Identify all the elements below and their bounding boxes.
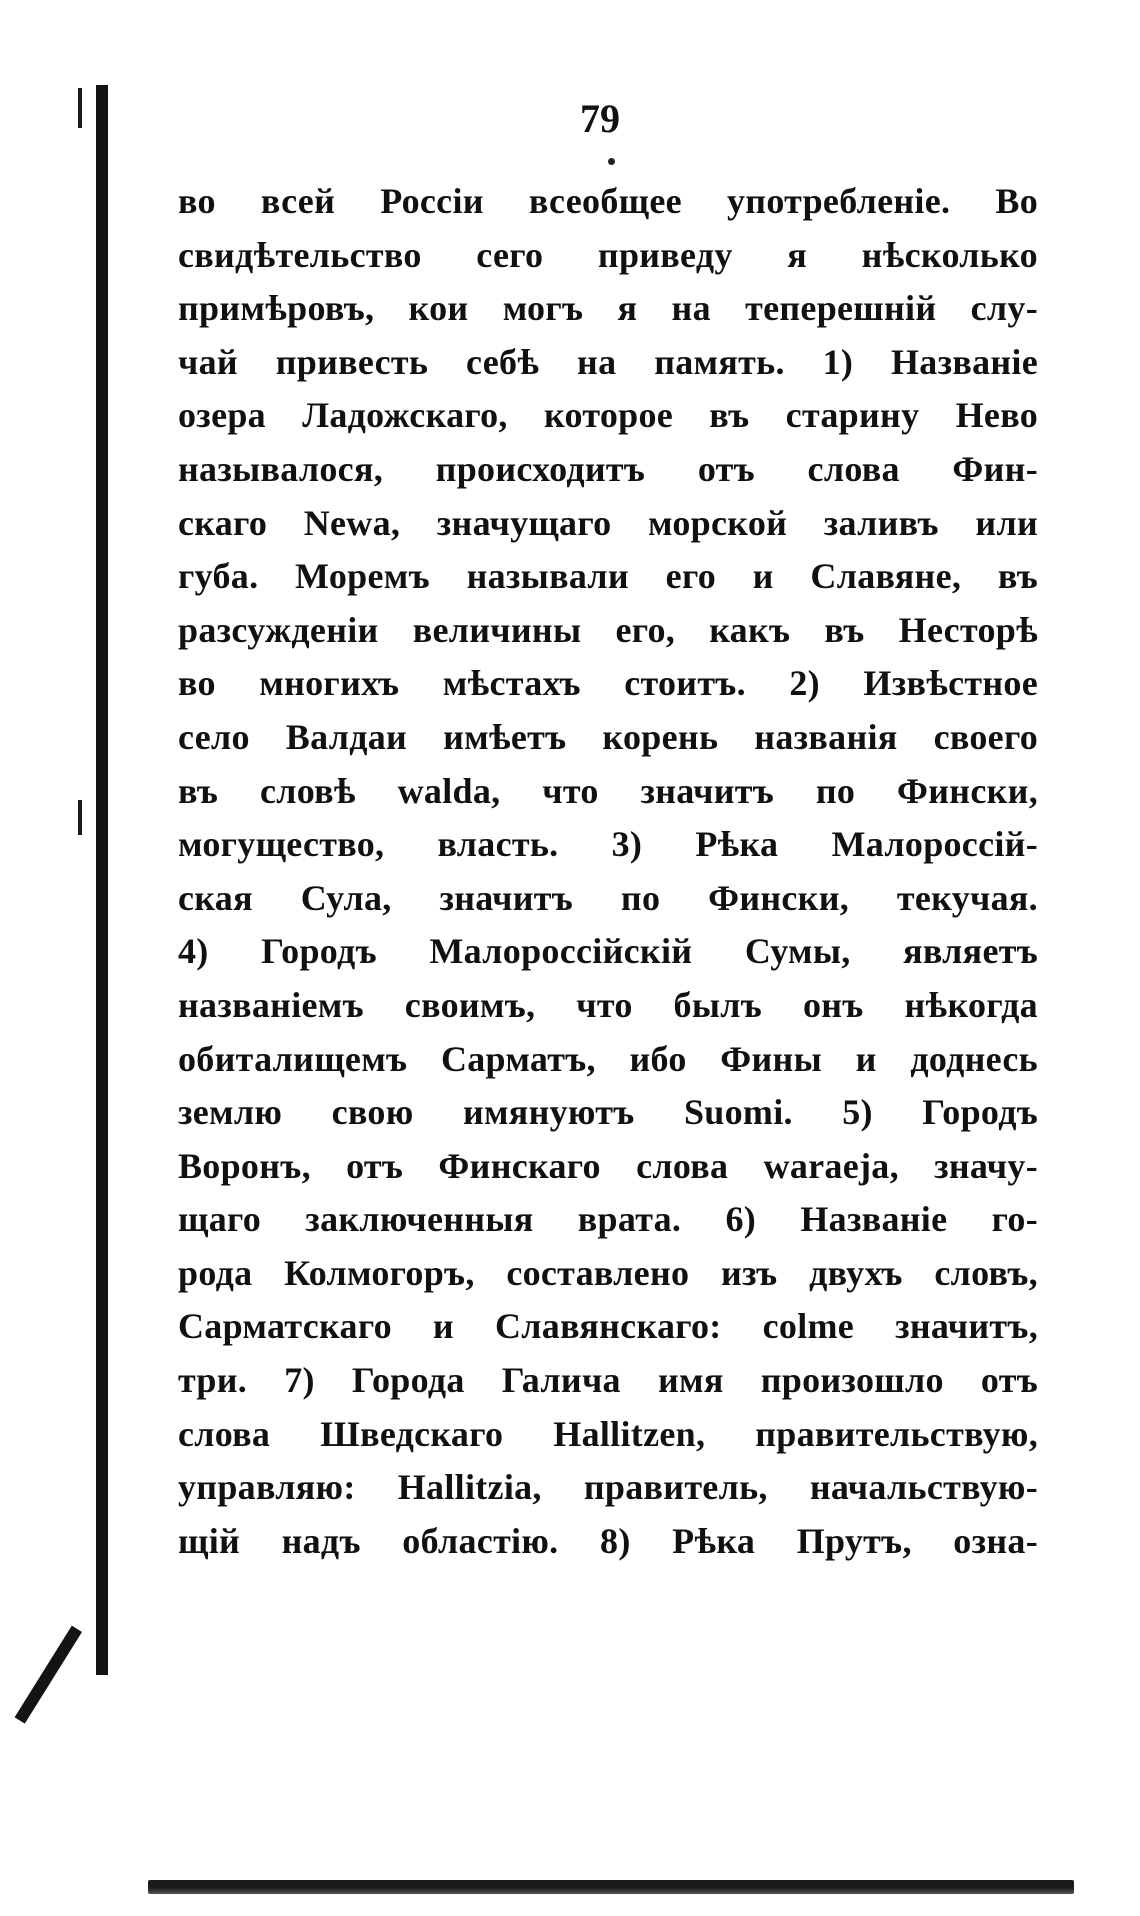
page-binding-edge <box>96 85 108 1675</box>
text-line: примѣровъ, кои могъ я на теперешній слу- <box>178 288 1038 329</box>
text-line: три. 7) Города Галича имя произошло отъ <box>178 1360 1038 1401</box>
body-text <box>178 175 1038 1568</box>
text-line: обиталищемъ Сарматъ, ибо Фины и доднесь <box>178 1038 1038 1079</box>
page-number: 79 <box>580 96 620 141</box>
text-line: названіемъ своимъ, что былъ онъ нѣкогда <box>178 984 1038 1025</box>
text-line: землю свою имянуютъ Suomi. 5) Городъ <box>178 1092 1038 1133</box>
text-line: управляю: Hallitzia, правитель, начальствую- <box>178 1467 1038 1508</box>
text-line: чай привесть себѣ на память. 1) Названіе <box>178 341 1038 382</box>
text-line: рода Колмогоръ, составлено изъ двухъ словъ, <box>178 1252 1038 1293</box>
bottom-rule <box>148 1880 1074 1894</box>
text-line: село Валдаи имѣетъ корень названія своего <box>178 716 1038 757</box>
text-line: въ словѣ walda, что значитъ по Фински, <box>178 770 1038 811</box>
text-line: могущество, власть. 3) Рѣка Малороссій- <box>178 824 1038 865</box>
text-line: губа. Моремъ называли его и Славяне, въ <box>178 556 1038 597</box>
text-line: скаго Newa, значущаго морской заливъ или <box>178 502 1038 543</box>
text-line: Сарматскаго и Славянскаго: colme значитъ, <box>178 1306 1038 1347</box>
ink-dot <box>608 158 615 165</box>
text-line: щій надъ областію. 8) Рѣка Прутъ, озна- <box>178 1520 1038 1561</box>
text-line: щаго заключенныя врата. 6) Названіе го- <box>178 1199 1038 1240</box>
text-line: во всей Россіи всеобщее употребленіе. Во <box>178 181 1038 221</box>
text-line: во многихъ мѣстахъ стоитъ. 2) Извѣстное <box>178 663 1038 704</box>
binding-edge-mark-middle <box>78 800 82 835</box>
text-line: называлося, происходитъ отъ слова Фин- <box>178 448 1038 489</box>
page-binding-edge-corner <box>15 1626 82 1724</box>
text-line: слова Шведскаго Hallitzen, правительствую, <box>178 1413 1038 1454</box>
text-line: Воронъ, отъ Финскаго слова waraeja, значу- <box>178 1145 1038 1186</box>
text-line: свидѣтельство сего приведу я нѣсколько <box>178 234 1038 275</box>
text-line: разсужденіи величины его, какъ въ Несторѣ <box>178 609 1038 650</box>
text-line: 4) Городъ Малороссійскій Сумы, являетъ <box>178 931 1038 972</box>
text-line: озера Ладожскаго, которое въ старину Нево <box>178 395 1038 436</box>
binding-edge-mark-top <box>78 88 82 128</box>
text-line: ская Сула, значитъ по Фински, текучая. <box>178 877 1038 918</box>
